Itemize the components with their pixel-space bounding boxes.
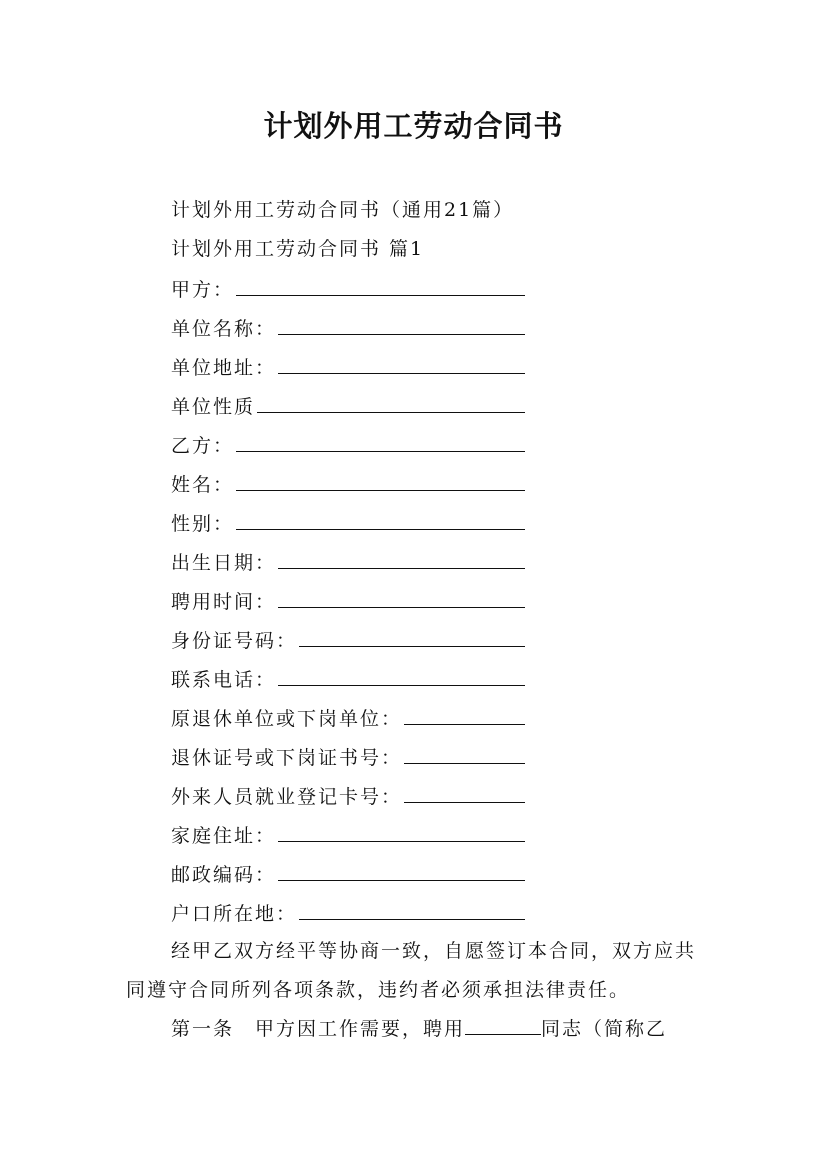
form-field-row — [126, 815, 706, 854]
field-label: 外来人员就业登记卡号： — [171, 786, 403, 808]
form-field-row — [126, 386, 706, 425]
form-field-row — [126, 503, 706, 542]
field-blank[interactable] — [236, 269, 525, 296]
field-label: 邮政编码： — [171, 864, 277, 886]
form-field-row — [126, 776, 706, 815]
field-blank[interactable] — [278, 347, 525, 374]
form-field-row — [126, 854, 706, 893]
section-heading: 计划外用工劳动合同书 篇1 — [171, 238, 425, 260]
form-field-row — [126, 659, 706, 698]
field-label: 性别： — [171, 513, 235, 535]
field-label: 乙方： — [171, 435, 235, 457]
field-blank[interactable] — [278, 542, 525, 569]
field-label: 单位性质 — [171, 396, 256, 418]
form-field-row — [126, 542, 706, 581]
document-subtitle: 计划外用工劳动合同书（通用21篇） — [171, 199, 515, 221]
field-blank[interactable] — [404, 776, 525, 803]
field-label: 甲方： — [171, 279, 235, 301]
article-1-prefix: 第一条 甲方因工作需要，聘用 — [171, 1018, 466, 1040]
form-field-row — [126, 620, 706, 659]
field-label: 出生日期： — [171, 552, 277, 574]
document-body — [126, 191, 706, 1049]
field-label: 家庭住址： — [171, 825, 277, 847]
form-field-row — [126, 308, 706, 347]
agreement-paragraph: 经甲乙双方经平等协商一致，自愿签订本合同，双方应共同遵守合同所列各项条款，违约者必须承担法律责任。 — [126, 940, 697, 1001]
field-label: 聘用时间： — [171, 591, 277, 613]
field-label: 单位名称： — [171, 318, 277, 340]
name-blank[interactable] — [465, 1010, 541, 1035]
field-label: 姓名： — [171, 474, 235, 496]
field-blank[interactable] — [278, 659, 525, 686]
field-blank[interactable] — [278, 308, 525, 335]
field-label: 联系电话： — [171, 669, 277, 691]
form-fields — [126, 269, 706, 932]
field-blank[interactable] — [404, 698, 525, 725]
field-label: 原退休单位或下岗单位： — [171, 708, 403, 730]
form-field-row — [126, 269, 706, 308]
field-label: 单位地址： — [171, 357, 277, 379]
field-label: 户口所在地： — [171, 903, 298, 925]
article-1-suffix: 同志（简称乙 — [541, 1018, 668, 1040]
field-blank[interactable] — [278, 854, 525, 881]
field-blank[interactable] — [236, 464, 525, 491]
form-field-row — [126, 425, 706, 464]
field-blank[interactable] — [278, 815, 525, 842]
field-blank[interactable] — [236, 503, 525, 530]
form-field-row — [126, 737, 706, 776]
form-field-row — [126, 347, 706, 386]
field-blank[interactable] — [257, 386, 525, 413]
field-blank[interactable] — [236, 425, 525, 452]
field-blank[interactable] — [404, 737, 525, 764]
field-blank[interactable] — [278, 581, 525, 608]
form-field-row — [126, 698, 706, 737]
field-blank[interactable] — [299, 893, 525, 920]
document-title: 计划外用工劳动合同书 — [263, 109, 564, 143]
form-field-row — [126, 464, 706, 503]
form-field-row — [126, 581, 706, 620]
field-label: 退休证号或下岗证书号： — [171, 747, 403, 769]
field-label: 身份证号码： — [171, 630, 298, 652]
field-blank[interactable] — [299, 620, 525, 647]
form-field-row — [126, 893, 706, 932]
article-1 — [126, 1010, 706, 1049]
